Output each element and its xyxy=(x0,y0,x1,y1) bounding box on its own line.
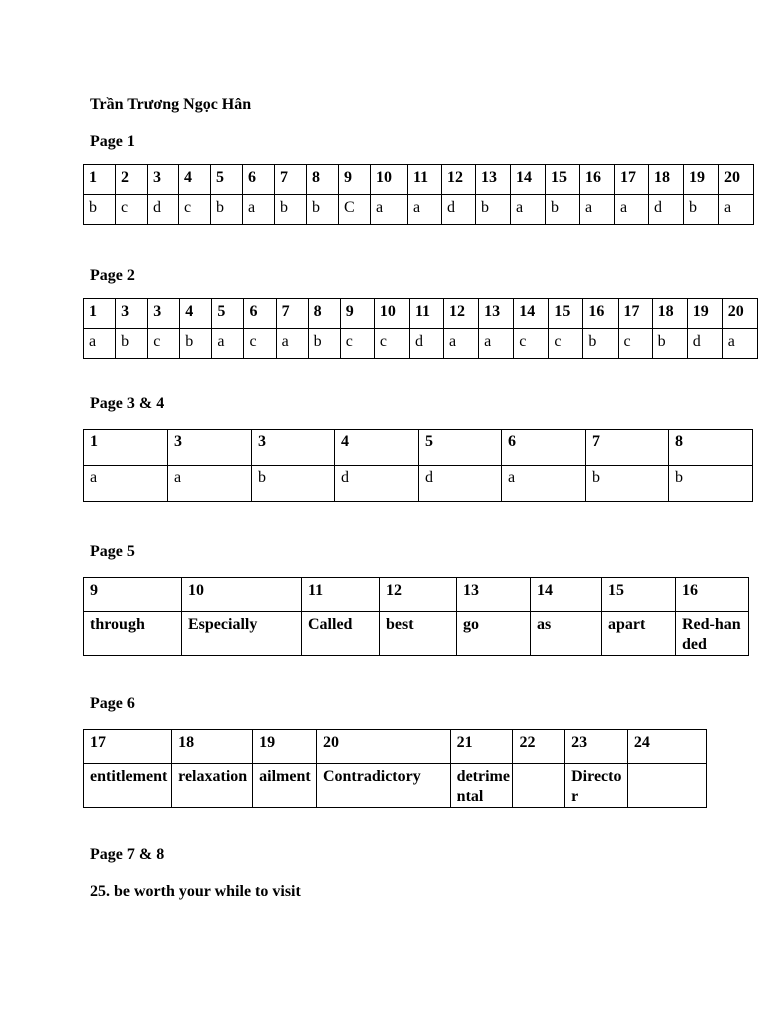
page1-answer: c xyxy=(179,195,211,225)
page2-heading: Page 2 xyxy=(90,267,135,284)
page1-answer: a xyxy=(408,195,442,225)
page6-question-number: 22 xyxy=(513,730,565,764)
page6-question-number: 20 xyxy=(316,730,450,764)
page5-heading: Page 5 xyxy=(90,543,135,560)
page1-question-number: 1 xyxy=(84,165,116,195)
page1-heading: Page 1 xyxy=(90,133,135,150)
page34-answer-row xyxy=(84,466,753,502)
page6-number-row xyxy=(84,730,707,764)
page1-answer: d xyxy=(148,195,179,225)
page5-answer: Red-handed xyxy=(676,612,749,656)
page2-answer: b xyxy=(583,329,618,359)
page5-answer: go xyxy=(457,612,531,656)
page1-answer-row xyxy=(84,195,754,225)
page2-answer: c xyxy=(618,329,652,359)
page2-question-number: 3 xyxy=(148,299,180,329)
page1-question-number: 17 xyxy=(615,165,649,195)
page2-question-number: 11 xyxy=(409,299,443,329)
page6-answer: Contradictory xyxy=(316,764,450,808)
page5-question-number: 15 xyxy=(602,578,676,612)
page2-answer: a xyxy=(212,329,244,359)
page34-answer: a xyxy=(168,466,252,502)
page2-answer: b xyxy=(180,329,212,359)
page6-question-number: 24 xyxy=(627,730,706,764)
page1-answer: b xyxy=(307,195,339,225)
page1-question-number: 3 xyxy=(148,165,179,195)
page1-answer: b xyxy=(84,195,116,225)
page2-question-number: 9 xyxy=(340,299,374,329)
page2-answer: a xyxy=(84,329,116,359)
page1-answer: a xyxy=(511,195,546,225)
page6-question-number: 18 xyxy=(172,730,253,764)
page6-answer: detrimental xyxy=(450,764,513,808)
page6-answer: Director xyxy=(565,764,628,808)
page5-answer-row xyxy=(84,612,749,656)
page5-question-number: 12 xyxy=(380,578,457,612)
page5-answer: apart xyxy=(602,612,676,656)
page6-answer-row xyxy=(84,764,707,808)
page5-question-number: 9 xyxy=(84,578,182,612)
page34-question-number: 8 xyxy=(669,430,753,466)
page5-answer: Especially xyxy=(182,612,302,656)
page6-answer xyxy=(627,764,706,808)
page2-answer: b xyxy=(116,329,148,359)
page1-answer: b xyxy=(546,195,580,225)
page1-question-number: 5 xyxy=(211,165,243,195)
page34-question-number: 7 xyxy=(586,430,669,466)
page2-question-number: 6 xyxy=(244,299,276,329)
page2-answer: a xyxy=(276,329,308,359)
page2-question-number: 20 xyxy=(722,299,757,329)
page6-question-number: 19 xyxy=(253,730,317,764)
page1-answer: C xyxy=(339,195,371,225)
page5-answer: best xyxy=(380,612,457,656)
page5-answer: through xyxy=(84,612,182,656)
page34-question-number: 5 xyxy=(419,430,502,466)
page34-question-number: 1 xyxy=(84,430,168,466)
page2-answer: b xyxy=(308,329,340,359)
page78-heading: Page 7 & 8 xyxy=(90,846,165,863)
page6-heading: Page 6 xyxy=(90,695,135,712)
page1-question-number: 7 xyxy=(275,165,307,195)
page1-question-number: 16 xyxy=(580,165,615,195)
page1-answer: b xyxy=(275,195,307,225)
page34-answer: b xyxy=(586,466,669,502)
page1-answer: b xyxy=(476,195,511,225)
page2-answer: a xyxy=(444,329,479,359)
page2-answer: c xyxy=(514,329,549,359)
page2-answer: c xyxy=(148,329,180,359)
page1-answer: a xyxy=(615,195,649,225)
page5-number-row xyxy=(84,578,749,612)
page1-question-number: 6 xyxy=(243,165,275,195)
page1-question-number: 12 xyxy=(442,165,476,195)
page2-answer: d xyxy=(687,329,722,359)
page2-question-number: 14 xyxy=(514,299,549,329)
page5-question-number: 10 xyxy=(182,578,302,612)
page2-question-number: 12 xyxy=(444,299,479,329)
page2-question-number: 1 xyxy=(84,299,116,329)
page2-answer: d xyxy=(409,329,443,359)
page2-question-number: 5 xyxy=(212,299,244,329)
page2-question-number: 19 xyxy=(687,299,722,329)
page78-answer-line: 25. be worth your while to visit xyxy=(90,883,301,900)
page34-answer: b xyxy=(669,466,753,502)
page2-number-row xyxy=(84,299,758,329)
page1-question-number: 14 xyxy=(511,165,546,195)
page2-question-number: 3 xyxy=(116,299,148,329)
page1-question-number: 9 xyxy=(339,165,371,195)
page2-question-number: 16 xyxy=(583,299,618,329)
page34-answer: d xyxy=(419,466,502,502)
author-name: Trần Trương Ngọc Hân xyxy=(90,96,252,113)
page2-answer: c xyxy=(244,329,276,359)
page6-question-number: 23 xyxy=(565,730,628,764)
page2-answer: c xyxy=(374,329,409,359)
page5-question-number: 16 xyxy=(676,578,749,612)
page5-answer: as xyxy=(531,612,602,656)
page1-question-number: 20 xyxy=(719,165,754,195)
page34-answer: a xyxy=(502,466,586,502)
page1-question-number: 13 xyxy=(476,165,511,195)
page1-question-number: 19 xyxy=(684,165,719,195)
page34-answer: a xyxy=(84,466,168,502)
page6-question-number: 17 xyxy=(84,730,172,764)
page1-answer: a xyxy=(719,195,754,225)
page34-question-number: 3 xyxy=(168,430,252,466)
page2-question-number: 15 xyxy=(549,299,583,329)
page1-answer: a xyxy=(371,195,408,225)
page34-question-number: 4 xyxy=(335,430,419,466)
page2-answer: b xyxy=(652,329,687,359)
page5-question-number: 13 xyxy=(457,578,531,612)
page2-answer-row xyxy=(84,329,758,359)
page5-question-number: 11 xyxy=(302,578,380,612)
page2-answer: c xyxy=(549,329,583,359)
page2-answer: c xyxy=(340,329,374,359)
page6-answer: relaxation xyxy=(172,764,253,808)
page6-answer-table xyxy=(83,729,707,808)
page1-answer-table xyxy=(83,164,754,225)
page1-question-number: 2 xyxy=(116,165,148,195)
page1-answer: b xyxy=(684,195,719,225)
page2-question-number: 8 xyxy=(308,299,340,329)
page34-heading: Page 3 & 4 xyxy=(90,395,165,412)
page1-answer: b xyxy=(211,195,243,225)
page34-answer: b xyxy=(252,466,335,502)
page2-question-number: 17 xyxy=(618,299,652,329)
page6-answer: ailment xyxy=(253,764,317,808)
page34-number-row xyxy=(84,430,753,466)
page6-answer: entitlement xyxy=(84,764,172,808)
page34-answer: d xyxy=(335,466,419,502)
page2-question-number: 13 xyxy=(479,299,514,329)
page1-question-number: 4 xyxy=(179,165,211,195)
page34-question-number: 3 xyxy=(252,430,335,466)
page1-question-number: 10 xyxy=(371,165,408,195)
page1-question-number: 18 xyxy=(649,165,684,195)
page1-answer: a xyxy=(243,195,275,225)
page1-question-number: 15 xyxy=(546,165,580,195)
page1-question-number: 11 xyxy=(408,165,442,195)
page5-question-number: 14 xyxy=(531,578,602,612)
page2-answer: a xyxy=(722,329,757,359)
page2-question-number: 7 xyxy=(276,299,308,329)
page2-question-number: 4 xyxy=(180,299,212,329)
page5-answer-table xyxy=(83,577,749,656)
page1-answer: a xyxy=(580,195,615,225)
page1-number-row xyxy=(84,165,754,195)
page34-question-number: 6 xyxy=(502,430,586,466)
page6-answer xyxy=(513,764,565,808)
page6-question-number: 21 xyxy=(450,730,513,764)
page2-answer-table xyxy=(83,298,758,359)
page2-question-number: 18 xyxy=(652,299,687,329)
page2-answer: a xyxy=(479,329,514,359)
page5-answer: Called xyxy=(302,612,380,656)
page1-answer: c xyxy=(116,195,148,225)
page1-answer: d xyxy=(442,195,476,225)
page1-answer: d xyxy=(649,195,684,225)
page2-question-number: 10 xyxy=(374,299,409,329)
page1-question-number: 8 xyxy=(307,165,339,195)
page34-answer-table xyxy=(83,429,753,502)
